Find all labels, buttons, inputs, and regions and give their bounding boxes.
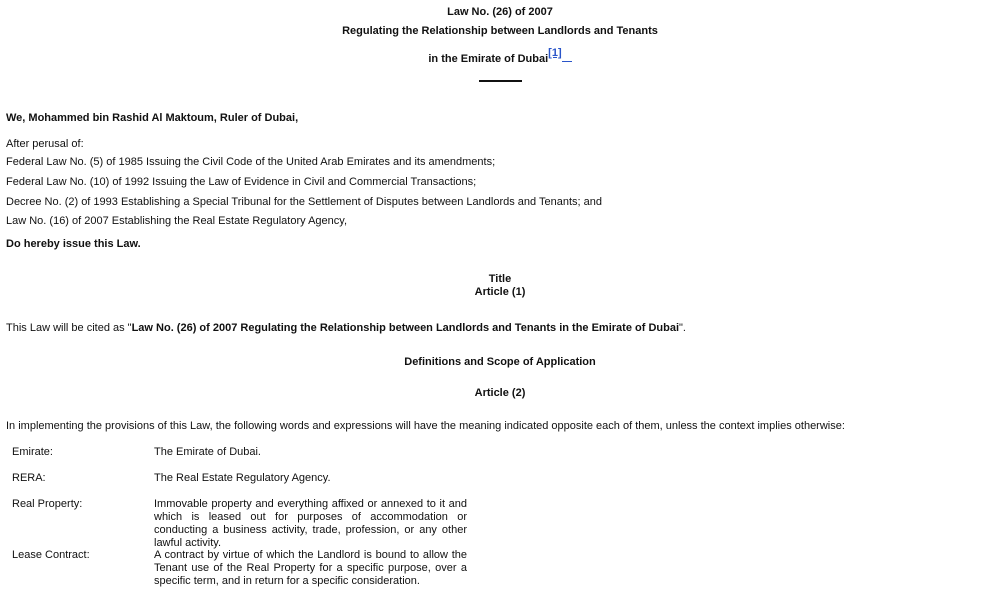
definition-term: Emirate:: [12, 446, 53, 458]
ruler-statement: We, Mohammed bin Rashid Al Maktoum, Ruler of Dubai,: [6, 112, 299, 124]
article-1-text: [6, 322, 686, 334]
definition-term: Lease Contract:: [12, 549, 90, 561]
footnote-underline: [562, 61, 572, 62]
preamble-item: Law No. (16) of 2007 Establishing the Real Estate Regulatory Agency,: [6, 215, 347, 227]
definition-text: Immovable property and everything affixed or annexed to it and which is leased out for purposes of accommodation or conducting a business activity, trade, profession, or any other lawful activity.: [154, 498, 467, 549]
article-1-heading: Article (1): [474, 286, 526, 298]
issue-statement: Do hereby issue this Law.: [6, 238, 141, 250]
preamble-item: Federal Law No. (10) of 1992 Issuing the Law of Evidence in Civil and Commercial Transactions;: [6, 176, 477, 188]
preamble-item: Decree No. (2) of 1993 Establishing a Special Tribunal for the Settlement of Disputes between Landlords and Tenants; and: [6, 196, 602, 208]
definition-text: A contract by virtue of which the Landlord is bound to allow the Tenant use of the Real Property for a specific purpose, over a specific term, and in return for a specific consideration.: [154, 549, 467, 587]
law-title: Law No. (26) of 2007: [447, 6, 553, 18]
title-divider: [479, 80, 522, 82]
definition-text: The Real Estate Regulatory Agency.: [154, 472, 331, 484]
article-1-suffix: ".: [679, 322, 686, 334]
article-2-intro: In implementing the provisions of this Law, the following words and expressions will have the meaning indicated opposite each of them, unless the context implies otherwise:: [6, 420, 845, 432]
section-heading-definitions: Definitions and Scope of Application: [404, 356, 596, 368]
emirate-text: in the Emirate of Dubai: [428, 53, 549, 65]
perusal-label: After perusal of:: [6, 138, 84, 150]
emirate-line: [0, 47, 1000, 65]
definition-term: Real Property:: [12, 498, 83, 510]
law-subtitle: Regulating the Relationship between Landlords and Tenants: [342, 25, 658, 37]
section-heading-title: Title: [488, 273, 512, 285]
article-1-prefix: This Law will be cited as ": [6, 322, 132, 334]
footnote-link[interactable]: [1]: [548, 47, 562, 59]
preamble-item: Federal Law No. (5) of 1985 Issuing the Civil Code of the United Arab Emirates and its amendments;: [6, 156, 496, 168]
definition-term: RERA:: [12, 472, 46, 484]
article-1-law-name: Law No. (26) of 2007 Regulating the Relationship between Landlords and Tenants in the Emirate of Dubai: [131, 322, 679, 334]
article-2-heading: Article (2): [474, 387, 526, 399]
definition-text: The Emirate of Dubai.: [154, 446, 261, 458]
